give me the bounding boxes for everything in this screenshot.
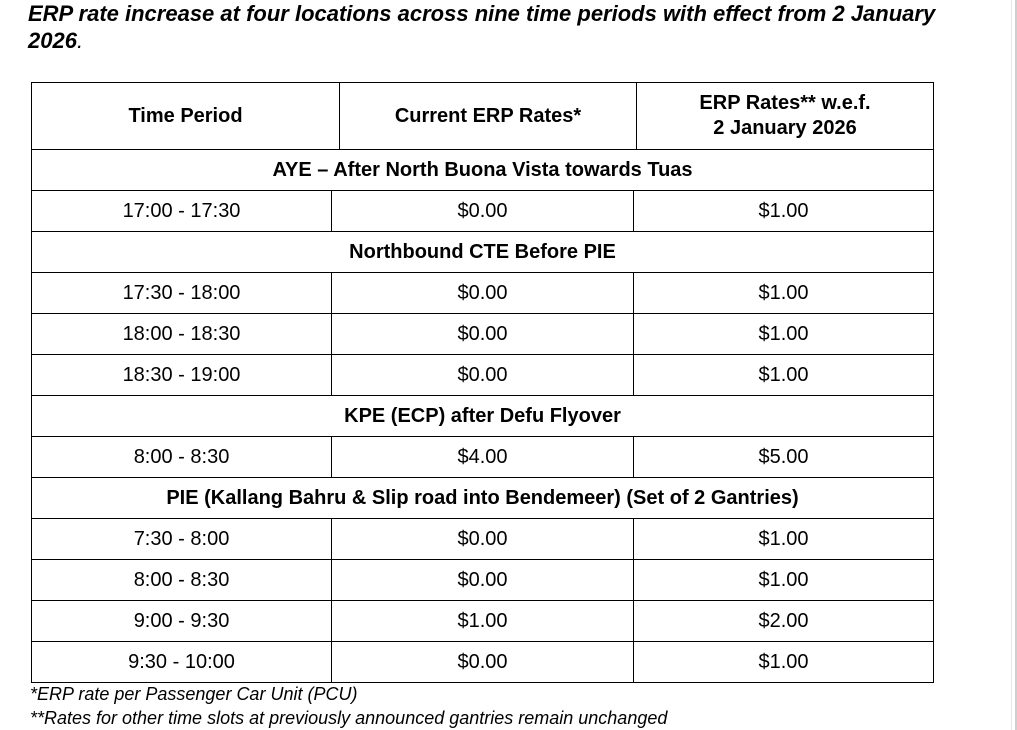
header-new-rates <box>637 83 934 149</box>
time-cell: 9:30 - 10:00 <box>32 642 332 682</box>
document-caption <box>28 0 968 54</box>
current-rate-cell: $0.00 <box>332 560 634 600</box>
table-row <box>32 314 934 355</box>
footnote-other-slots: **Rates for other time slots at previously announced gantries remain unchanged <box>30 708 668 728</box>
table-row <box>32 642 934 683</box>
caption-period: . <box>76 28 84 53</box>
footnote-pcu: *ERP rate per Passenger Car Unit (PCU) <box>30 684 358 704</box>
current-rate-cell: $1.00 <box>332 601 634 641</box>
time-cell: 8:00 - 8:30 <box>32 437 332 477</box>
section-row-pie <box>32 478 934 519</box>
section-location: AYE – After North Buona Vista towards Tuas <box>32 150 934 190</box>
new-rate-cell: $1.00 <box>634 355 934 395</box>
table-row <box>32 601 934 642</box>
time-cell: 18:30 - 19:00 <box>32 355 332 395</box>
header-new-rates-line1: ERP Rates** w.e.f. <box>699 92 871 114</box>
current-rate-cell: $0.00 <box>332 314 634 354</box>
footnotes <box>30 682 667 730</box>
current-rate-cell: $4.00 <box>332 437 634 477</box>
current-rate-cell: $0.00 <box>332 355 634 395</box>
erp-rates-table <box>31 82 934 683</box>
new-rate-cell: $1.00 <box>634 314 934 354</box>
section-location: Northbound CTE Before PIE <box>32 232 934 272</box>
time-cell: 17:30 - 18:00 <box>32 273 332 313</box>
new-rate-cell: $1.00 <box>634 519 934 559</box>
table-header-row <box>32 83 934 150</box>
table-row <box>32 191 934 232</box>
new-rate-cell: $1.00 <box>634 642 934 682</box>
table-row <box>32 273 934 314</box>
current-rate-cell: $0.00 <box>332 273 634 313</box>
caption-text: ERP rate increase at four locations across nine time periods with effect from 2 January 2026 <box>28 1 936 53</box>
header-current-rates: Current ERP Rates* <box>340 83 637 149</box>
new-rate-cell: $1.00 <box>634 191 934 231</box>
table-row <box>32 519 934 560</box>
current-rate-cell: $0.00 <box>332 191 634 231</box>
table-row <box>32 355 934 396</box>
time-cell: 7:30 - 8:00 <box>32 519 332 559</box>
header-time-period: Time Period <box>32 83 340 149</box>
table-row <box>32 560 934 601</box>
time-cell: 9:00 - 9:30 <box>32 601 332 641</box>
current-rate-cell: $0.00 <box>332 642 634 682</box>
new-rate-cell: $2.00 <box>634 601 934 641</box>
new-rate-cell: $5.00 <box>634 437 934 477</box>
time-cell: 17:00 - 17:30 <box>32 191 332 231</box>
section-row-kpe <box>32 396 934 437</box>
header-new-rates-line2: 2 January 2026 <box>713 117 857 139</box>
time-cell: 18:00 - 18:30 <box>32 314 332 354</box>
new-rate-cell: $1.00 <box>634 273 934 313</box>
new-rate-cell: $1.00 <box>634 560 934 600</box>
section-location: KPE (ECP) after Defu Flyover <box>32 396 934 436</box>
section-location: PIE (Kallang Bahru & Slip road into Bendemeer) (Set of 2 Gantries) <box>32 478 934 518</box>
table-row <box>32 437 934 478</box>
time-cell: 8:00 - 8:30 <box>32 560 332 600</box>
current-rate-cell: $0.00 <box>332 519 634 559</box>
page-edge-line <box>1011 0 1012 730</box>
section-row-cte <box>32 232 934 273</box>
section-row-aye <box>32 150 934 191</box>
